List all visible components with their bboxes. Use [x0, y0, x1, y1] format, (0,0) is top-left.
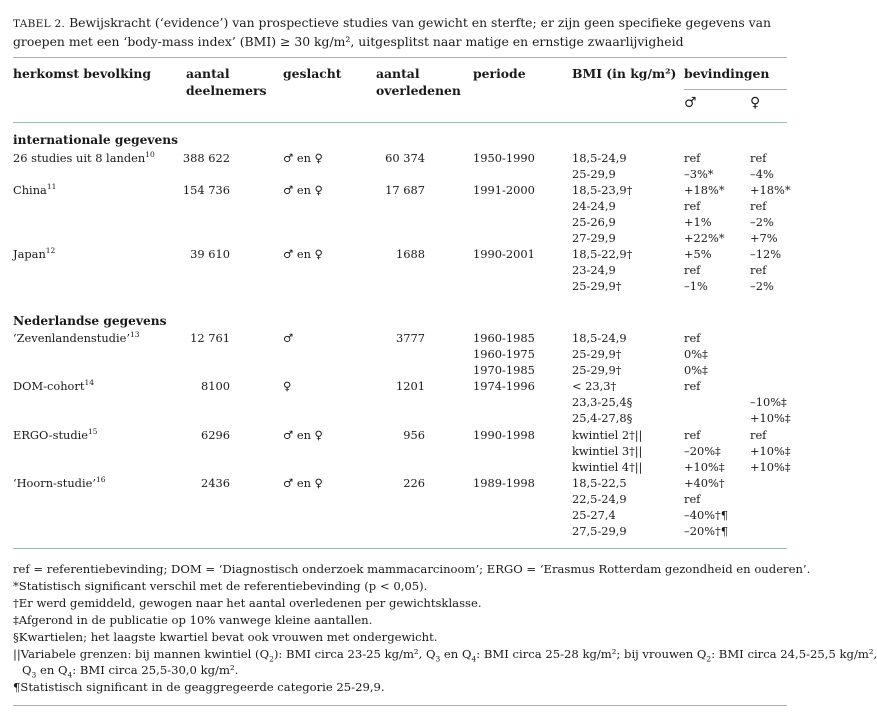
cell-period: 1970-1985: [473, 363, 535, 377]
cell-participants: 154 736: [182, 183, 230, 197]
table-row: [0, 410, 800, 426]
section-dutch: Nederlandse gegevens: [13, 314, 167, 328]
cell-population: Japan$^{12}$: [13, 246, 56, 261]
header-participants-line2: deelnemers: [186, 83, 267, 98]
cell-deaths: 60 374: [385, 151, 425, 165]
cell-female-finding: –10%‡: [750, 395, 787, 409]
table-row: [0, 523, 800, 539]
cell-male-finding: ref: [684, 492, 701, 506]
footnotes: [13, 561, 877, 696]
cell-bmi: 25-29,9†: [572, 347, 622, 361]
reference-number: 16: [95, 475, 106, 485]
cell-female-finding: +10%‡: [750, 411, 791, 425]
footnote-abbreviations: ref = referentiebevinding; DOM = ‘Diagnostisch onderzoek mammacarcinoom’; ERGO = ‘Erasmus Rotterdam gezondheid en ouderen’.: [13, 562, 811, 576]
cell-female-finding: +18%*: [750, 183, 791, 197]
cell-bmi: 23,3-25,4§: [572, 395, 633, 409]
cell-female-finding: +7%: [750, 231, 778, 245]
table-row: [0, 246, 800, 262]
cell-female-finding: ref: [750, 199, 767, 213]
cell-sex: ♂ en ♀: [283, 476, 323, 490]
cell-population: 26 studies uit 8 landen$^{10}$: [13, 150, 155, 165]
cell-bmi: 18,5-22,5: [572, 476, 627, 490]
cell-male-finding: 0%‡: [684, 347, 708, 361]
cell-bmi: 25-29,9: [572, 167, 616, 181]
header-population: herkomst bevolking: [13, 66, 152, 81]
cell-female-finding: ref: [750, 151, 767, 165]
cell-deaths: 1688: [396, 247, 425, 261]
cell-bmi: kwintiel 2†||: [572, 428, 643, 442]
cell-participants: 388 622: [182, 151, 230, 165]
cell-period: 1990-1998: [473, 428, 535, 442]
end-rule: [13, 705, 787, 706]
cell-participants: 12 761: [190, 331, 230, 345]
cell-male-finding: +18%*: [684, 183, 725, 197]
cell-male-finding: ref: [684, 428, 701, 442]
cell-bmi: 23-24,9: [572, 263, 616, 277]
header-rule: [13, 122, 787, 123]
table-row: [0, 362, 800, 378]
cell-bmi: kwintiel 4†||: [572, 460, 643, 474]
cell-bmi: 25-27,4: [572, 508, 616, 522]
cell-population: ERGO-studie$^{15}$: [13, 427, 98, 442]
table-row: [0, 214, 800, 230]
table-row: [0, 459, 800, 475]
cell-male-finding: –3%*: [684, 167, 714, 181]
cell-male-finding: +22%*: [684, 231, 725, 245]
table-caption: [13, 14, 793, 51]
cell-bmi: 27-29,9: [572, 231, 616, 245]
table-row: [0, 150, 800, 166]
cell-participants: 8100: [201, 379, 230, 393]
cell-sex: ♂: [283, 331, 294, 345]
table-row: [0, 507, 800, 523]
caption-text: Bewijskracht (‘evidence’) van prospectieve studies van gewicht en sterfte; er zijn geen specifieke gegevens van groepen met een ‘body-mass index’ (BMI) ≥ 30 kg/m², uitgesplitst naar matige en ernstige zwaarlijvigheid: [13, 15, 771, 49]
cell-sex: ♂ en ♀: [283, 247, 323, 261]
table-row: [0, 427, 800, 443]
cell-female-finding: ref: [750, 263, 767, 277]
cell-female-finding: +10%‡: [750, 460, 791, 474]
cell-bmi: 18,5-24,9: [572, 151, 627, 165]
table-row: [0, 491, 800, 507]
reference-number: 12: [45, 246, 56, 256]
cell-female-finding: –2%: [750, 279, 774, 293]
cell-male-finding: –20%†¶: [684, 524, 728, 538]
cell-male-finding: ref: [684, 263, 701, 277]
male-symbol: ♂: [684, 95, 697, 111]
cell-period: 1960-1985: [473, 331, 535, 345]
table-row: [0, 198, 800, 214]
table-label: TABEL 2.: [13, 18, 66, 30]
top-rule: [13, 57, 787, 58]
section-international: internationale gegevens: [13, 133, 178, 147]
cell-population: China$^{11}$: [13, 182, 57, 197]
reference-number: 11: [46, 182, 57, 192]
cell-male-finding: –1%: [684, 279, 708, 293]
cell-bmi: 24-24,9: [572, 199, 616, 213]
cell-deaths: 17 687: [385, 183, 425, 197]
cell-male-finding: +10%‡: [684, 460, 725, 474]
header-participants-line1: aantal: [186, 66, 230, 81]
findings-subrule: [684, 89, 787, 90]
header-bmi: BMI (in kg/m²): [572, 66, 677, 81]
reference-number: 15: [88, 427, 98, 437]
cell-participants: 6296: [201, 428, 230, 442]
reference-number: 14: [84, 378, 94, 388]
cell-male-finding: ref: [684, 151, 701, 165]
table-row: [0, 378, 800, 394]
table-row: [0, 278, 800, 294]
table-row: [0, 262, 800, 278]
cell-bmi: 25,4-27,8§: [572, 411, 633, 425]
cell-population: ‘Zevenlandenstudie’$^{13}$: [13, 330, 140, 345]
footnote-aggregated: ¶Statistisch significant in de geaggregeerde categorie 25-29,9.: [13, 680, 385, 695]
cell-bmi: 18,5-22,9†: [572, 247, 633, 261]
footnote-weighted: †Er werd gemiddeld, gewogen naar het aantal overledenen per gewichtsklasse.: [13, 595, 482, 610]
footnote-rounded: ‡Afgerond in de publicatie op 10% vanwege kleine aantallen.: [13, 612, 373, 627]
header-period: periode: [473, 66, 526, 81]
table-row: [0, 230, 800, 246]
table-row: [0, 475, 800, 491]
cell-period: 1989-1998: [473, 476, 535, 490]
cell-male-finding: +40%†: [684, 476, 725, 490]
header-deaths-line1: aantal: [376, 66, 420, 81]
cell-period: 1991-2000: [473, 183, 535, 197]
cell-male-finding: +1%: [684, 215, 712, 229]
table-row: [0, 443, 800, 459]
table-row: [0, 182, 800, 198]
cell-female-finding: ref: [750, 428, 767, 442]
footnote-variable-limits-cont: $Q_3$ en $Q_4$: BMI circa 25,5-30,0 kg/m².: [22, 663, 239, 680]
header-findings: bevindingen: [684, 66, 770, 81]
reference-number: 13: [129, 330, 140, 340]
cell-male-finding: ref: [684, 331, 701, 345]
header-sex: geslacht: [283, 66, 342, 81]
table-row: [0, 330, 800, 346]
cell-male-finding: 0%‡: [684, 363, 708, 377]
footnote-variable-limits: ||Variabele grenzen: bij mannen kwintiel $(Q_2)$: BMI circa 23-25 kg/m², $Q_3$ en $Q_4$: BMI circa 25-28 kg/m²; bij vrouwen $Q_2$: BMI circa 24,5-25,5 kg/m²,: [13, 646, 877, 663]
cell-period: 1950-1990: [473, 151, 535, 165]
cell-bmi: 27,5-29,9: [572, 524, 627, 538]
cell-population: DOM-cohort$^{14}$: [13, 378, 94, 393]
table-row: [0, 346, 800, 362]
cell-female-finding: +10%‡: [750, 444, 791, 458]
cell-period: 1960-1975: [473, 347, 535, 361]
cell-male-finding: ref: [684, 199, 701, 213]
cell-sex: ♂ en ♀: [283, 151, 323, 165]
reference-number: 10: [145, 150, 155, 160]
cell-bmi: 25-29,9†: [572, 363, 622, 377]
cell-male-finding: –40%†¶: [684, 508, 728, 522]
header-deaths-line2: overledenen: [376, 83, 461, 98]
cell-sex: ♂ en ♀: [283, 183, 323, 197]
cell-bmi: 22,5-24,9: [572, 492, 627, 506]
cell-male-finding: ref: [684, 379, 701, 393]
cell-bmi: 18,5-24,9: [572, 331, 627, 345]
cell-period: 1974-1996: [473, 379, 535, 393]
cell-participants: 39 610: [190, 247, 230, 261]
cell-sex: ♂ en ♀: [283, 428, 323, 442]
cell-bmi: 25-29,9†: [572, 279, 622, 293]
cell-bmi: < 23,3†: [572, 379, 617, 393]
cell-female-finding: –2%: [750, 215, 774, 229]
table-row: [0, 166, 800, 182]
table-row: [0, 394, 800, 410]
bottom-rule: [13, 548, 787, 549]
cell-male-finding: +5%: [684, 247, 712, 261]
cell-bmi: 25-26,9: [572, 215, 616, 229]
cell-period: 1990-2001: [473, 247, 535, 261]
cell-deaths: 3777: [396, 331, 425, 345]
cell-bmi: 18,5-23,9†: [572, 183, 633, 197]
cell-population: ‘Hoorn-studie’$^{16}$: [13, 475, 106, 490]
cell-deaths: 226: [403, 476, 425, 490]
cell-deaths: 956: [403, 428, 425, 442]
cell-female-finding: –12%: [750, 247, 782, 261]
cell-deaths: 1201: [396, 379, 425, 393]
female-symbol: ♀: [750, 95, 761, 111]
cell-bmi: kwintiel 3†||: [572, 444, 643, 458]
cell-male-finding: –20%‡: [684, 444, 721, 458]
footnote-significance: *Statistisch significant verschil met de referentiebevinding (p < 0,05).: [13, 578, 428, 593]
cell-participants: 2436: [201, 476, 230, 490]
cell-female-finding: –4%: [750, 167, 774, 181]
cell-sex: ♀: [283, 379, 292, 393]
footnote-quartiles: §Kwartielen; het laagste kwartiel bevat ook vrouwen met ondergewicht.: [13, 629, 438, 644]
